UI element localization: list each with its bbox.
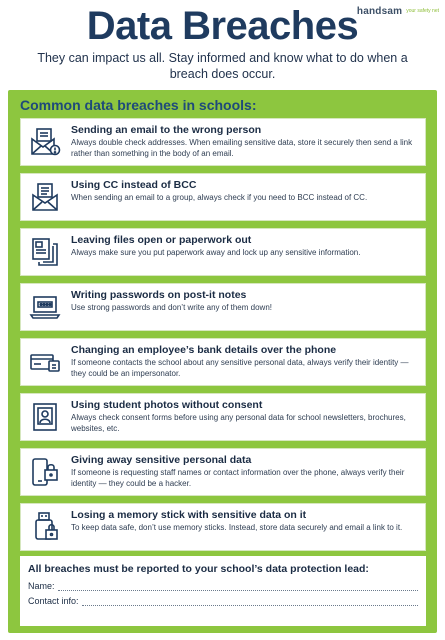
card-heading: Changing an employee’s bank details over the phone — [71, 344, 337, 356]
report-box — [20, 556, 426, 626]
breach-card-cc-bcc — [20, 173, 426, 221]
card-heading: Using student photos without consent — [71, 399, 263, 411]
card-heading: Sending an email to the wrong person — [71, 124, 262, 136]
files-icon — [29, 236, 61, 268]
breach-card-sensitive-data — [20, 448, 426, 496]
report-lead: All breaches must be reported to your school’s data protection lead: — [28, 563, 369, 575]
card-heading: Using CC instead of BCC — [71, 179, 197, 191]
page-title: Data Breaches — [86, 4, 359, 48]
email-document-icon — [29, 181, 61, 213]
card-heading: Leaving files open or paperwork out — [71, 234, 252, 246]
laptop-password-icon — [29, 291, 61, 323]
email-warning-icon — [29, 126, 61, 158]
breach-list — [20, 118, 426, 558]
breach-card-files-open — [20, 228, 426, 276]
card-description: When sending an email to a group, always check if you need to BCC instead of CC. — [71, 193, 368, 202]
contact-line — [28, 596, 418, 606]
breach-card-memory-stick — [20, 503, 426, 551]
section-title: Common data breaches in schools: — [20, 97, 257, 113]
phone-lock-icon — [29, 456, 61, 488]
page-subtitle: They can impact us all. Stay informed and know what to do when a breach does occur. — [37, 51, 408, 81]
card-description: If someone contacts the school about any sensitive personal data, always verify their identity — they could be an impersonator. — [71, 358, 409, 378]
card-description: Always double check addresses. When emailing sensitive data, store it securely then send a link rather than something in the body of an email. — [71, 138, 413, 158]
usb-stick-icon — [29, 511, 61, 543]
bank-card-icon — [29, 346, 61, 378]
contact-label: Contact info: — [28, 596, 79, 606]
name-label: Name: — [28, 581, 55, 591]
card-description: Always make sure you put paperwork away and lock up any sensitive information. — [71, 248, 361, 257]
breach-card-passwords — [20, 283, 426, 331]
card-heading: Writing passwords on post-it notes — [71, 289, 247, 301]
breach-card-wrong-email — [20, 118, 426, 166]
card-description: Use strong passwords and don’t write any of them down! — [71, 303, 272, 312]
brand-tagline: your safety net — [406, 8, 439, 15]
contact-blank — [82, 596, 418, 606]
card-description: To keep data safe, don’t use memory sticks. Instead, store data securely and email a link to it. — [71, 523, 403, 532]
card-description: If someone is requesting staff names or contact information over the phone, always verify their identity — they could be a hacker. — [71, 468, 405, 488]
card-description: Always check consent forms before using any personal data for school newsletters, brochures, websites, etc. — [71, 413, 406, 433]
breach-card-bank-details — [20, 338, 426, 386]
name-blank — [58, 581, 418, 591]
photo-person-icon — [29, 401, 61, 433]
card-heading: Losing a memory stick with sensitive data on it — [71, 509, 307, 521]
brand-name: handsam — [356, 6, 403, 17]
name-line — [28, 581, 418, 591]
breach-card-student-photos — [20, 393, 426, 441]
card-heading: Giving away sensitive personal data — [71, 454, 252, 466]
content-frame — [8, 90, 437, 633]
